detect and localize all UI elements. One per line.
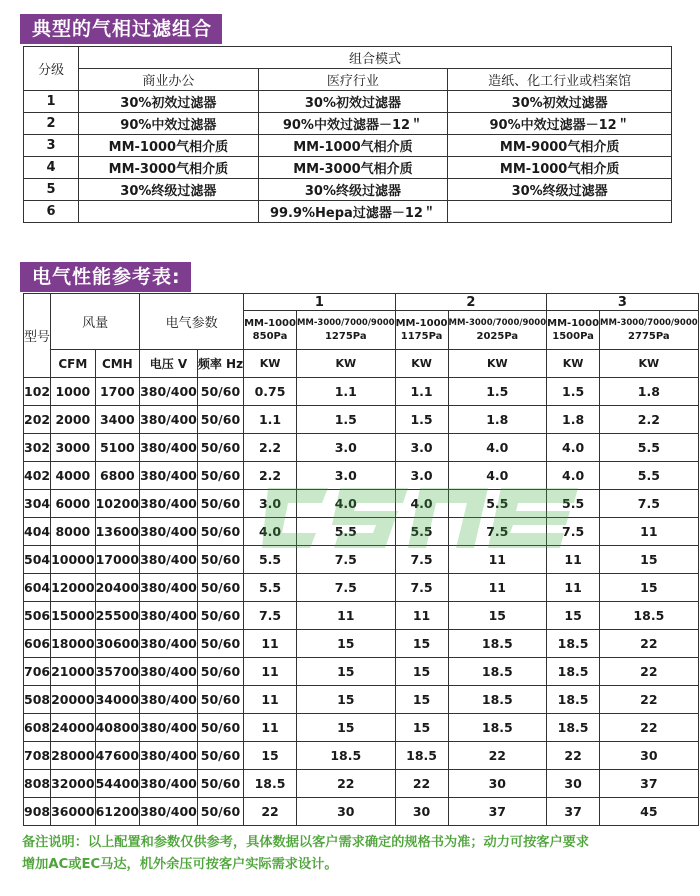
table-cell: 50/60: [197, 546, 243, 574]
table-cell: 4.0: [448, 462, 547, 490]
table-cell: 28000: [51, 742, 96, 770]
table-row: [24, 546, 699, 574]
table-row: [24, 518, 699, 546]
table-cell: 8000: [51, 518, 96, 546]
frequency-header: 频率 Hz: [197, 350, 243, 378]
table-row: [24, 378, 699, 406]
media-header: [395, 311, 448, 350]
table-cell: 22: [244, 798, 297, 826]
table-cell: 50/60: [197, 714, 243, 742]
table-cell: 24000: [51, 714, 96, 742]
table-cell: 3.0: [244, 490, 297, 518]
grade-cell: 6: [24, 201, 79, 223]
table-cell: 5100: [95, 434, 140, 462]
table-cell: 50/60: [197, 658, 243, 686]
table-cell: 37: [600, 770, 699, 798]
table-cell: 2.2: [244, 462, 297, 490]
media-pressure: 1500Pa: [552, 331, 594, 342]
table-row: [24, 798, 699, 826]
table-row: [24, 113, 672, 135]
table-cell: 35700: [95, 658, 140, 686]
table-cell: 11: [395, 602, 448, 630]
table-cell: 15: [395, 714, 448, 742]
media-name: MM-3000/7000/9000: [600, 317, 698, 328]
group-header-3: 3: [547, 294, 699, 311]
table-cell: 15000: [51, 602, 96, 630]
table-cell: 15: [296, 686, 395, 714]
cfm-header: CFM: [51, 350, 96, 378]
table-cell: 11: [244, 658, 297, 686]
table-cell: 18.5: [448, 658, 547, 686]
table-cell: 1.1: [395, 378, 448, 406]
model-cell: 504: [24, 546, 51, 574]
table-cell: 18.5: [600, 602, 699, 630]
table-header-row: [24, 294, 699, 311]
table-cell: 30: [547, 770, 600, 798]
unit-cell: KW: [547, 350, 600, 378]
table-cell: 4000: [51, 462, 96, 490]
table-cell: 15: [395, 658, 448, 686]
table-cell: 380/400: [140, 546, 198, 574]
table-cell: [448, 201, 672, 223]
table-cell: 7.5: [600, 490, 699, 518]
table-row: [24, 434, 699, 462]
grade-cell: 5: [24, 179, 79, 201]
table-row: [24, 658, 699, 686]
table-cell: 6000: [51, 490, 96, 518]
table-header-row: [24, 350, 699, 378]
table-cell: 15: [296, 658, 395, 686]
table-cell: 50/60: [197, 518, 243, 546]
table-cell: 36000: [51, 798, 96, 826]
model-cell: 202: [24, 406, 51, 434]
table-row: [24, 574, 699, 602]
table-cell: 11: [244, 714, 297, 742]
table-cell: 1.1: [244, 406, 297, 434]
table-cell: 30%终级过滤器: [448, 179, 672, 201]
table-cell: 30%初效过滤器: [258, 91, 448, 113]
table-cell: 5.5: [296, 518, 395, 546]
table-cell: 380/400: [140, 490, 198, 518]
model-cell: 404: [24, 518, 51, 546]
table-cell: 10000: [51, 546, 96, 574]
table-cell: 4.0: [244, 518, 297, 546]
table-cell: 380/400: [140, 518, 198, 546]
table-cell: 380/400: [140, 686, 198, 714]
footnote: [22, 832, 682, 876]
table-cell: 18.5: [547, 630, 600, 658]
model-cell: 102: [24, 378, 51, 406]
media-pressure: 1275Pa: [324, 330, 367, 342]
table-cell: 3.0: [296, 462, 395, 490]
table-cell: 50/60: [197, 798, 243, 826]
table-cell: 90%中效过滤器－12＂: [448, 113, 672, 135]
electrical-header: 电气参数: [140, 294, 244, 350]
table-cell: 22: [600, 658, 699, 686]
table-cell: 47600: [95, 742, 140, 770]
table-row: [24, 770, 699, 798]
table-row: [24, 201, 672, 223]
grade-cell: 3: [24, 135, 79, 157]
table-cell: 61200: [95, 798, 140, 826]
unit-cell: KW: [395, 350, 448, 378]
table-cell: 1.5: [395, 406, 448, 434]
table-cell: MM-3000气相介质: [258, 157, 448, 179]
model-cell: 808: [24, 770, 51, 798]
table-cell: 15: [448, 602, 547, 630]
table-body: [24, 378, 699, 826]
table-row: [24, 462, 699, 490]
table-cell: 30%初效过滤器: [79, 91, 258, 113]
airflow-header: 风量: [51, 294, 140, 350]
table-row: [24, 602, 699, 630]
table-cell: 15: [296, 714, 395, 742]
table-cell: 18000: [51, 630, 96, 658]
table-cell: 11: [448, 546, 547, 574]
section-title-filter-combination: 典型的气相过滤组合: [20, 14, 222, 44]
table-cell: 11: [547, 546, 600, 574]
table-cell: 380/400: [140, 798, 198, 826]
media-name: MM-1000: [244, 318, 296, 329]
media-pressure: 1175Pa: [400, 331, 443, 342]
table-cell: 54400: [95, 770, 140, 798]
table-cell: 30%终级过滤器: [79, 179, 258, 201]
voltage-header: 电压 V: [140, 350, 198, 378]
table-cell: 50/60: [197, 630, 243, 658]
media-header: [448, 311, 547, 350]
table-cell: 3.0: [395, 462, 448, 490]
table-cell: 32000: [51, 770, 96, 798]
table-cell: 7.5: [395, 574, 448, 602]
table-cell: 15: [296, 630, 395, 658]
model-cell: 604: [24, 574, 51, 602]
table-cell: 34000: [95, 686, 140, 714]
table-cell: 15: [600, 546, 699, 574]
table-cell: 5.5: [244, 574, 297, 602]
table-cell: 50/60: [197, 770, 243, 798]
table-cell: 7.5: [448, 518, 547, 546]
table-cell: 30: [448, 770, 547, 798]
table-cell: 30%初效过滤器: [448, 91, 672, 113]
table-row: [24, 714, 699, 742]
table-cell: 5.5: [448, 490, 547, 518]
table-cell: 10200: [95, 490, 140, 518]
table-cell: 18.5: [395, 742, 448, 770]
table-cell: 380/400: [140, 630, 198, 658]
table-cell: 7.5: [395, 546, 448, 574]
model-cell: 508: [24, 686, 51, 714]
table-cell: 22: [600, 686, 699, 714]
media-name: MM-1000: [395, 318, 448, 329]
table-cell: 380/400: [140, 378, 198, 406]
media-header: [600, 311, 699, 350]
table-cell: 3.0: [296, 434, 395, 462]
table-cell: 50/60: [197, 742, 243, 770]
media-name: MM-1000: [547, 318, 600, 329]
table-cell: 22: [296, 770, 395, 798]
table-cell: 30: [296, 798, 395, 826]
table-cell: 4.0: [395, 490, 448, 518]
table-cell: 4.0: [448, 434, 547, 462]
table-cell: MM-1000气相介质: [79, 135, 258, 157]
table-cell: 380/400: [140, 462, 198, 490]
table-cell: 18.5: [547, 658, 600, 686]
table-cell: 20400: [95, 574, 140, 602]
model-header: 型号: [24, 294, 51, 378]
media-pressure: 2025Pa: [476, 330, 519, 342]
table-cell: 30: [600, 742, 699, 770]
table-cell: 380/400: [140, 574, 198, 602]
table-cell: 380/400: [140, 602, 198, 630]
electrical-performance-table: [23, 293, 699, 826]
table-cell: 22: [395, 770, 448, 798]
table-cell: 3.0: [395, 434, 448, 462]
table-cell: 25500: [95, 602, 140, 630]
table-cell: 1.1: [296, 378, 395, 406]
table-cell: 17000: [95, 546, 140, 574]
table-cell: 5.5: [600, 462, 699, 490]
table-cell: 0.75: [244, 378, 297, 406]
table-cell: 50/60: [197, 574, 243, 602]
unit-cell: KW: [296, 350, 395, 378]
table-cell: 18.5: [244, 770, 297, 798]
group-header-1: 1: [244, 294, 396, 311]
table-cell: 11: [600, 518, 699, 546]
table-row: [24, 406, 699, 434]
table-cell: 13600: [95, 518, 140, 546]
model-cell: 908: [24, 798, 51, 826]
table-cell: 15: [395, 630, 448, 658]
table-cell: 18.5: [448, 630, 547, 658]
media-header: [547, 311, 600, 350]
table-cell: 5.5: [395, 518, 448, 546]
unit-cell: KW: [600, 350, 699, 378]
table-cell: 37: [448, 798, 547, 826]
table-cell: 11: [448, 574, 547, 602]
table-cell: 1000: [51, 378, 96, 406]
table-cell: 380/400: [140, 406, 198, 434]
table-cell: 18.5: [547, 686, 600, 714]
table-cell: 380/400: [140, 742, 198, 770]
table-cell: 50/60: [197, 462, 243, 490]
table-cell: 7.5: [296, 574, 395, 602]
table-row: [24, 742, 699, 770]
grade-cell: 1: [24, 91, 79, 113]
table-row: [24, 91, 672, 113]
mode-header: 组合模式: [79, 47, 672, 69]
group-header-2: 2: [395, 294, 547, 311]
grade-cell: 4: [24, 157, 79, 179]
table-cell: 1.5: [547, 378, 600, 406]
table-cell: 5.5: [244, 546, 297, 574]
table-cell: 3000: [51, 434, 96, 462]
table-cell: 1.8: [600, 378, 699, 406]
media-name: MM-3000/7000/9000: [448, 317, 547, 328]
table-cell: 4.0: [547, 462, 600, 490]
table-cell: 22: [448, 742, 547, 770]
table-header-row: [24, 47, 672, 69]
media-name: MM-3000/7000/9000: [296, 317, 395, 328]
table-cell: 37: [547, 798, 600, 826]
table-cell: 5.5: [547, 490, 600, 518]
table-cell: 11: [296, 602, 395, 630]
table-cell: 11: [244, 630, 297, 658]
table-cell: 21000: [51, 658, 96, 686]
media-header: [296, 311, 395, 350]
table-row: [24, 630, 699, 658]
grade-cell: 2: [24, 113, 79, 135]
table-cell: 15: [600, 574, 699, 602]
table-cell: 380/400: [140, 658, 198, 686]
model-cell: 606: [24, 630, 51, 658]
table-cell: 99.9%Hepa过滤器－12＂: [258, 201, 448, 223]
table-cell: 18.5: [448, 714, 547, 742]
table-cell: 22: [547, 742, 600, 770]
model-cell: 708: [24, 742, 51, 770]
table-row: [24, 686, 699, 714]
cmh-header: CMH: [95, 350, 140, 378]
table-cell: 15: [244, 742, 297, 770]
table-row: [24, 179, 672, 201]
table-cell: 22: [600, 630, 699, 658]
grade-header: 分级: [24, 47, 79, 91]
table-cell: 50/60: [197, 686, 243, 714]
table-cell: 50/60: [197, 434, 243, 462]
table-cell: 5.5: [600, 434, 699, 462]
unit-cell: KW: [244, 350, 297, 378]
table-cell: 30%终级过滤器: [258, 179, 448, 201]
table-cell: 2.2: [600, 406, 699, 434]
table-cell: 50/60: [197, 602, 243, 630]
table-cell: MM-1000气相介质: [448, 157, 672, 179]
table-cell: 15: [547, 602, 600, 630]
table-cell: 4.0: [296, 490, 395, 518]
column-header-industrial: 造纸、化工行业或档案馆: [448, 69, 672, 91]
table-cell: 22: [600, 714, 699, 742]
filter-combination-table: [23, 46, 672, 223]
model-cell: 608: [24, 714, 51, 742]
unit-cell: KW: [448, 350, 547, 378]
table-cell: 90%中效过滤器－12＂: [258, 113, 448, 135]
model-cell: 402: [24, 462, 51, 490]
table-header-row: [24, 69, 672, 91]
table-cell: 380/400: [140, 434, 198, 462]
column-header-medical: 医疗行业: [258, 69, 448, 91]
table-cell: 20000: [51, 686, 96, 714]
footnote-line-2: 增加AC或EC马达，机外余压可按客户实际需求设计。: [22, 857, 338, 872]
table-row: [24, 157, 672, 179]
model-cell: 304: [24, 490, 51, 518]
table-cell: 30: [395, 798, 448, 826]
table-cell: MM-9000气相介质: [448, 135, 672, 157]
table-cell: 7.5: [296, 546, 395, 574]
table-cell: 18.5: [448, 686, 547, 714]
media-pressure: 850Pa: [252, 331, 288, 342]
table-cell: 18.5: [296, 742, 395, 770]
table-cell: 3400: [95, 406, 140, 434]
model-cell: 302: [24, 434, 51, 462]
table-cell: 1.5: [448, 378, 547, 406]
model-cell: 706: [24, 658, 51, 686]
media-header: [244, 311, 297, 350]
table-cell: 30600: [95, 630, 140, 658]
table-cell: 18.5: [547, 714, 600, 742]
table-cell: 12000: [51, 574, 96, 602]
table-cell: 7.5: [244, 602, 297, 630]
table-cell: 380/400: [140, 770, 198, 798]
table-cell: 90%中效过滤器: [79, 113, 258, 135]
table-cell: [79, 201, 258, 223]
section-title-electrical-reference: 电气性能参考表:: [20, 262, 191, 292]
table-cell: 1.8: [448, 406, 547, 434]
table-cell: MM-1000气相介质: [258, 135, 448, 157]
table-cell: 40800: [95, 714, 140, 742]
model-cell: 506: [24, 602, 51, 630]
table-cell: 4.0: [547, 434, 600, 462]
table-cell: MM-3000气相介质: [79, 157, 258, 179]
table-cell: 15: [395, 686, 448, 714]
table-row: [24, 490, 699, 518]
table-cell: 380/400: [140, 714, 198, 742]
footnote-line-1: 备注说明：以上配置和参数仅供参考，具体数据以客户需求确定的规格书为准；动力可按客户要求: [22, 835, 590, 850]
table-cell: 1700: [95, 378, 140, 406]
table-cell: 1.8: [547, 406, 600, 434]
table-row: [24, 135, 672, 157]
column-header-commercial: 商业办公: [79, 69, 258, 91]
table-cell: 1.5: [296, 406, 395, 434]
table-cell: 50/60: [197, 406, 243, 434]
media-pressure: 2775Pa: [628, 330, 670, 342]
table-cell: 45: [600, 798, 699, 826]
table-cell: 7.5: [547, 518, 600, 546]
table-cell: 11: [547, 574, 600, 602]
table-cell: 6800: [95, 462, 140, 490]
table-cell: 2.2: [244, 434, 297, 462]
table-cell: 50/60: [197, 490, 243, 518]
table-cell: 11: [244, 686, 297, 714]
table-cell: 2000: [51, 406, 96, 434]
table-cell: 50/60: [197, 378, 243, 406]
